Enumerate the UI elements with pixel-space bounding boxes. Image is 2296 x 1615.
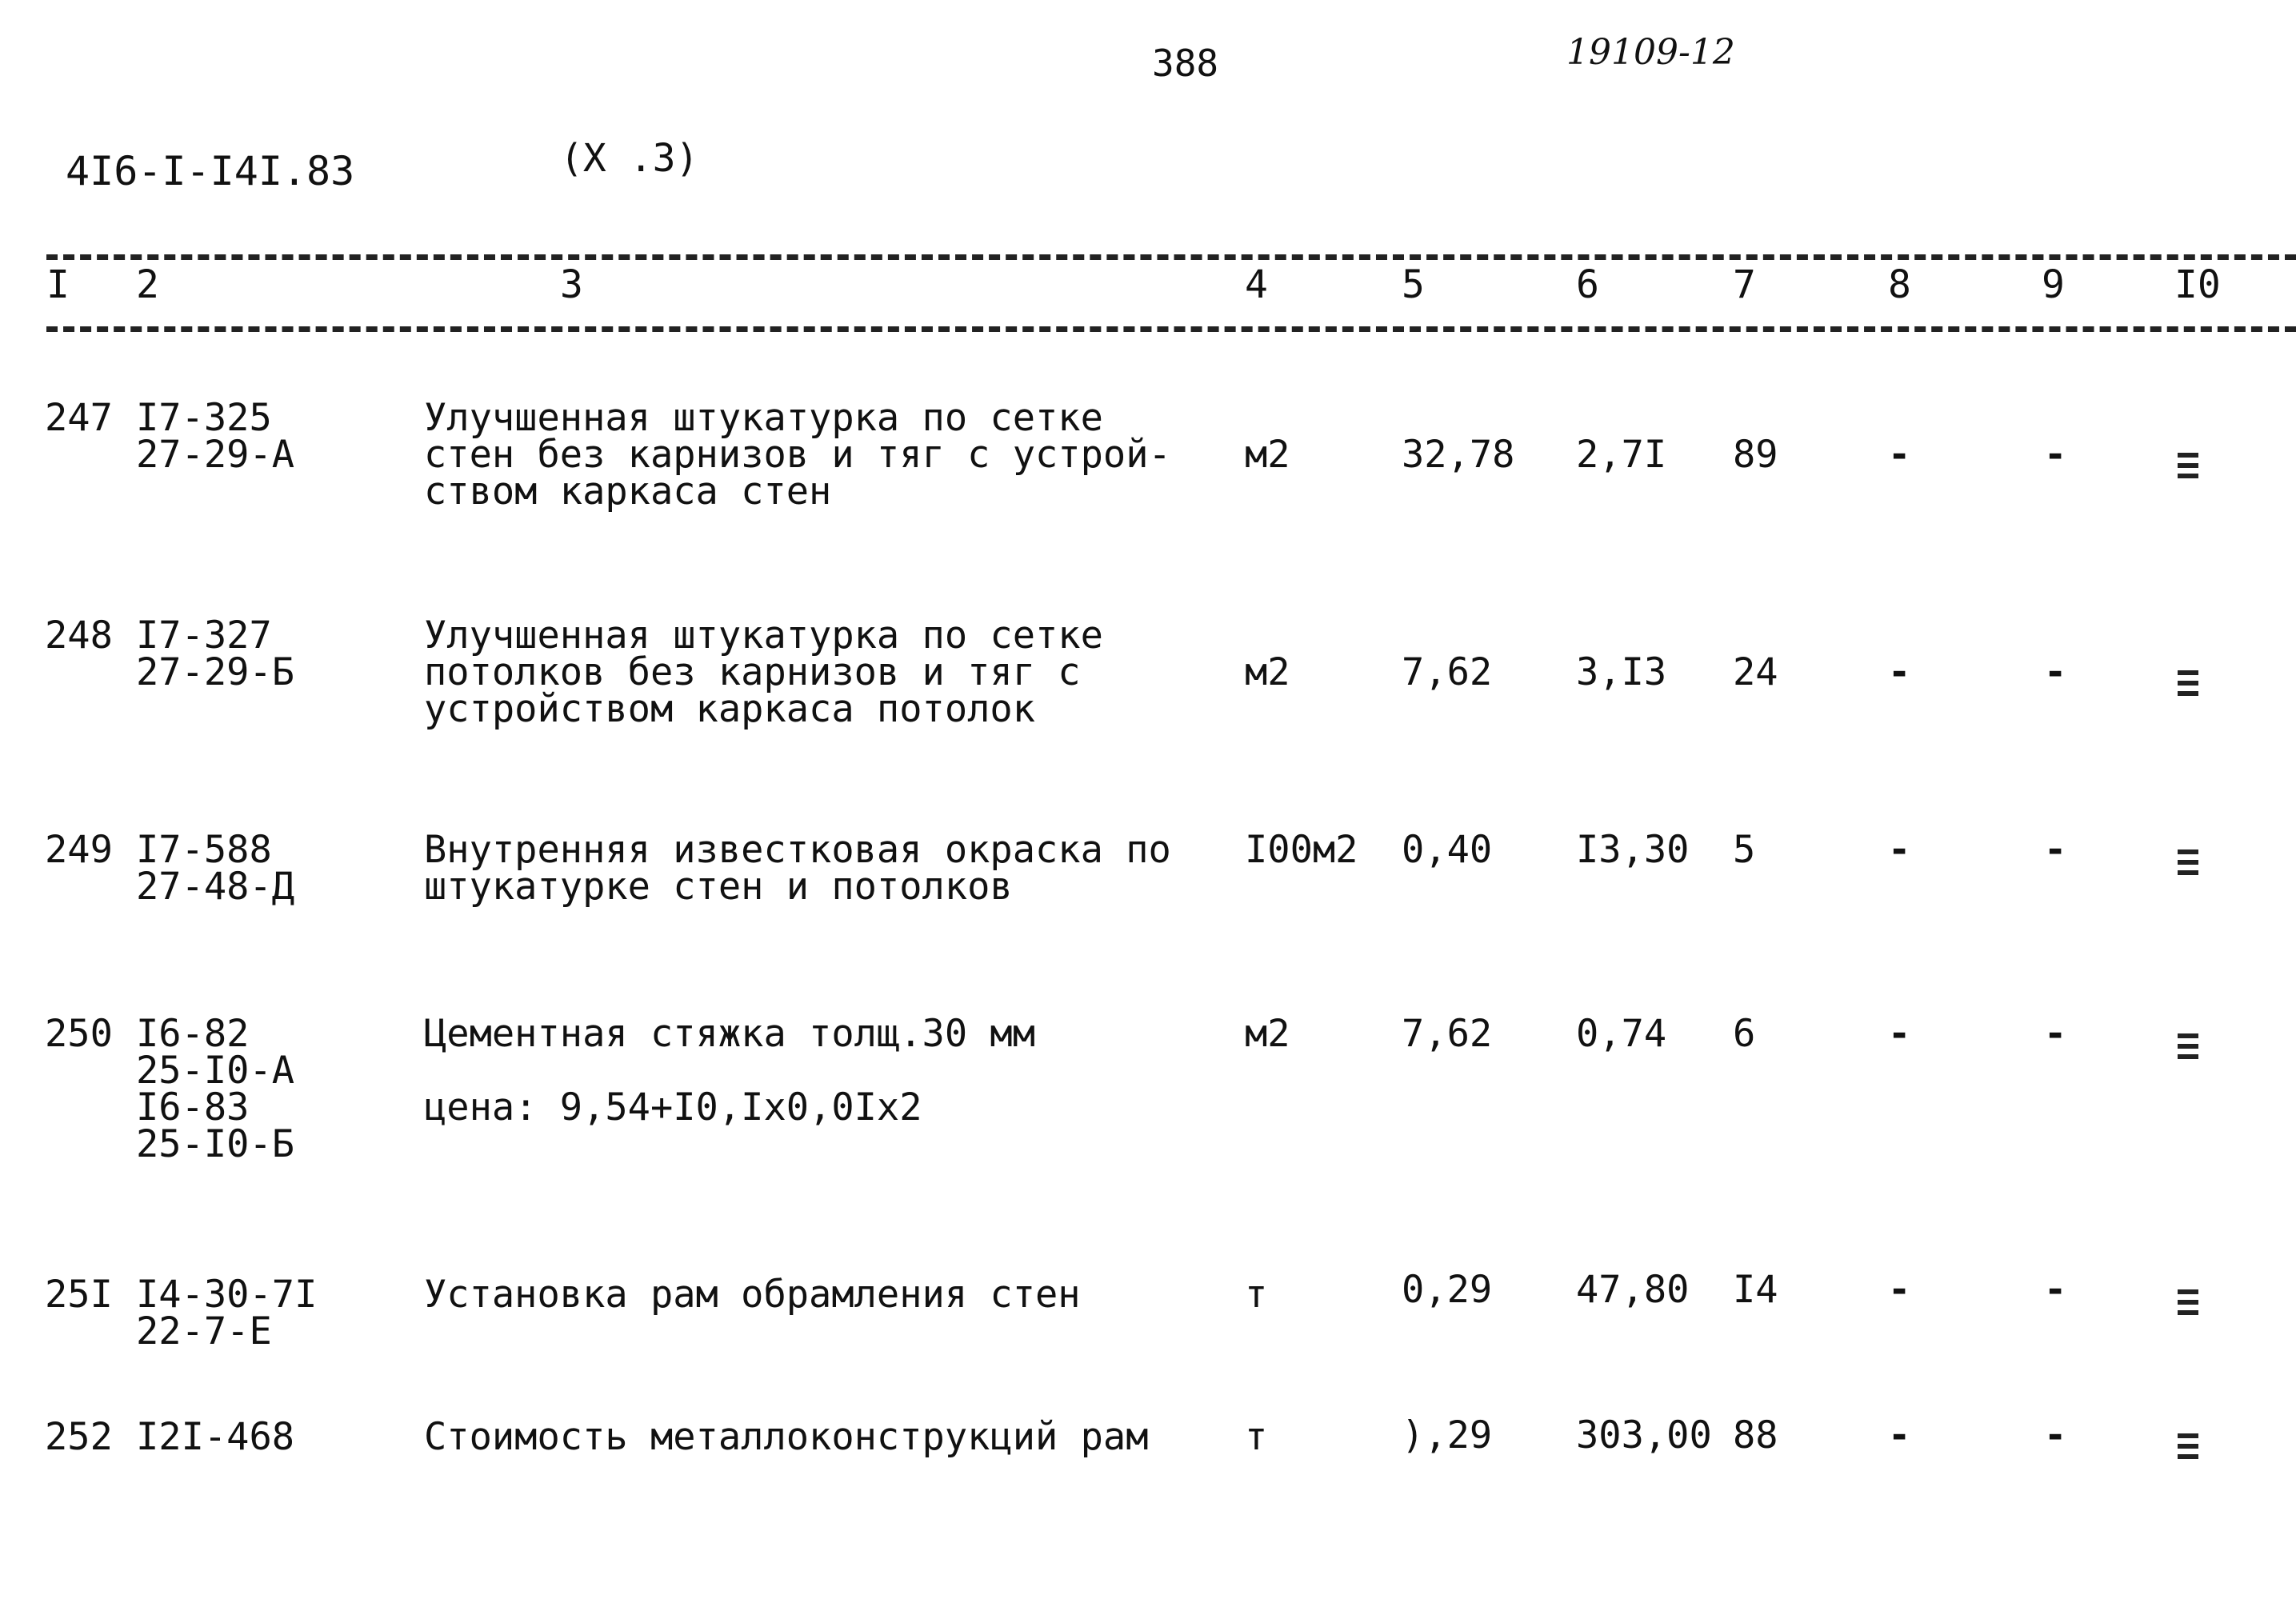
col-header-6: 6 bbox=[1576, 262, 1599, 307]
unit-price: 3,I3 bbox=[1576, 650, 1667, 694]
description-line: штукатурке стен и потолков bbox=[424, 865, 1013, 909]
norm-code: I2I-468 bbox=[136, 1415, 295, 1459]
norm-code: I6-82 bbox=[136, 1012, 250, 1056]
col8-dash: - bbox=[1888, 1268, 1911, 1312]
description-line: Улучшенная штукатурка по сетке bbox=[424, 614, 1103, 658]
total: 6 bbox=[1733, 1012, 1756, 1056]
quantity: 7,62 bbox=[1402, 650, 1493, 694]
description-line: потолков без карнизов и тяг с bbox=[424, 650, 1081, 694]
col9-dash: - bbox=[2044, 433, 2067, 477]
ditto-mark bbox=[2178, 670, 2198, 702]
total: 89 bbox=[1733, 433, 1778, 477]
col-header-1: I bbox=[46, 262, 70, 307]
quantity: 7,62 bbox=[1402, 1012, 1493, 1056]
norm-code: 27-48-Д bbox=[136, 865, 295, 909]
row-number: 25I bbox=[45, 1273, 113, 1317]
ditto-mark bbox=[2178, 453, 2198, 484]
quantity: 32,78 bbox=[1402, 433, 1515, 477]
quantity: 0,40 bbox=[1402, 828, 1493, 872]
ditto-mark bbox=[2178, 849, 2198, 881]
quantity: 0,29 bbox=[1402, 1268, 1493, 1312]
col8-dash: - bbox=[1888, 433, 1911, 477]
col9-dash: - bbox=[2044, 1413, 2067, 1457]
norm-code: 25-I0-А bbox=[136, 1049, 295, 1093]
unit: т bbox=[1245, 1273, 1268, 1317]
ditto-mark bbox=[2178, 1289, 2198, 1321]
description-line: ством каркаса стен bbox=[424, 470, 832, 514]
norm-code: 25-I0-Б bbox=[136, 1122, 295, 1166]
col8-dash: - bbox=[1888, 1012, 1911, 1056]
unit-price: I3,30 bbox=[1576, 828, 1690, 872]
col8-dash: - bbox=[1888, 650, 1911, 694]
norm-code: 22-7-Е bbox=[136, 1309, 272, 1353]
col-header-10: I0 bbox=[2174, 262, 2221, 307]
col8-dash: - bbox=[1888, 828, 1911, 872]
description-line: Установка рам обрамления стен bbox=[424, 1273, 1081, 1317]
norm-code: I7-327 bbox=[136, 614, 272, 658]
col9-dash: - bbox=[2044, 1268, 2067, 1312]
header-top-rule bbox=[46, 254, 2296, 260]
ditto-mark bbox=[2178, 1433, 2198, 1465]
ditto-mark bbox=[2178, 1033, 2198, 1065]
col9-dash: - bbox=[2044, 828, 2067, 872]
description-line: Стоимость металлоконструкций рам bbox=[424, 1415, 1149, 1459]
norm-code: I4-30-7I bbox=[136, 1273, 318, 1317]
description-line: Цементная стяжка толщ.30 мм bbox=[424, 1012, 1036, 1056]
unit-price: 303,00 bbox=[1576, 1413, 1712, 1457]
document-code: 4I6-I-I4I.83 bbox=[66, 148, 355, 194]
norm-code: 27-29-Б bbox=[136, 650, 295, 694]
col9-dash: - bbox=[2044, 650, 2067, 694]
col-header-5: 5 bbox=[1402, 262, 1425, 307]
unit-price: 0,74 bbox=[1576, 1012, 1667, 1056]
unit: т bbox=[1245, 1415, 1268, 1459]
price-note: цена: 9,54+I0,Iх0,0Iх2 bbox=[424, 1085, 922, 1129]
unit: м2 bbox=[1245, 433, 1290, 477]
total: I4 bbox=[1733, 1268, 1778, 1312]
row-number: 247 bbox=[45, 396, 113, 440]
handwritten-code: 19109-12 bbox=[1566, 32, 1735, 73]
total: 24 bbox=[1733, 650, 1778, 694]
unit-price: 2,7I bbox=[1576, 433, 1667, 477]
unit: м2 bbox=[1245, 1012, 1290, 1056]
row-number: 248 bbox=[45, 614, 113, 658]
unit: м2 bbox=[1245, 650, 1290, 694]
col8-dash: - bbox=[1888, 1413, 1911, 1457]
row-number: 252 bbox=[45, 1415, 113, 1459]
row-number: 250 bbox=[45, 1012, 113, 1056]
norm-code: I7-588 bbox=[136, 828, 272, 872]
total: 88 bbox=[1733, 1413, 1778, 1457]
description-line: Улучшенная штукатурка по сетке bbox=[424, 396, 1103, 440]
norm-code: I7-325 bbox=[136, 396, 272, 440]
quantity: ),29 bbox=[1402, 1413, 1493, 1457]
description-line: устройством каркаса потолок bbox=[424, 687, 1036, 731]
col-header-8: 8 bbox=[1888, 262, 1911, 307]
row-number: 249 bbox=[45, 828, 113, 872]
description-line: Внутренняя известковая окраска по bbox=[424, 828, 1171, 872]
col9-dash: - bbox=[2044, 1012, 2067, 1056]
col-header-4: 4 bbox=[1245, 262, 1268, 307]
page-number: 388 bbox=[1152, 42, 1219, 85]
norm-code: 27-29-А bbox=[136, 433, 295, 477]
total: 5 bbox=[1733, 828, 1756, 872]
unit-price: 47,80 bbox=[1576, 1268, 1690, 1312]
col-header-9: 9 bbox=[2042, 262, 2065, 307]
unit: I00м2 bbox=[1245, 828, 1358, 872]
col-header-3: 3 bbox=[560, 262, 583, 307]
col-header-2: 2 bbox=[136, 262, 159, 307]
norm-code: I6-83 bbox=[136, 1085, 250, 1129]
header-bottom-rule bbox=[46, 326, 2296, 332]
sheet-code: (X .3) bbox=[560, 136, 699, 181]
col-header-7: 7 bbox=[1733, 262, 1756, 307]
description-line: стен без карнизов и тяг с устрой- bbox=[424, 433, 1171, 477]
